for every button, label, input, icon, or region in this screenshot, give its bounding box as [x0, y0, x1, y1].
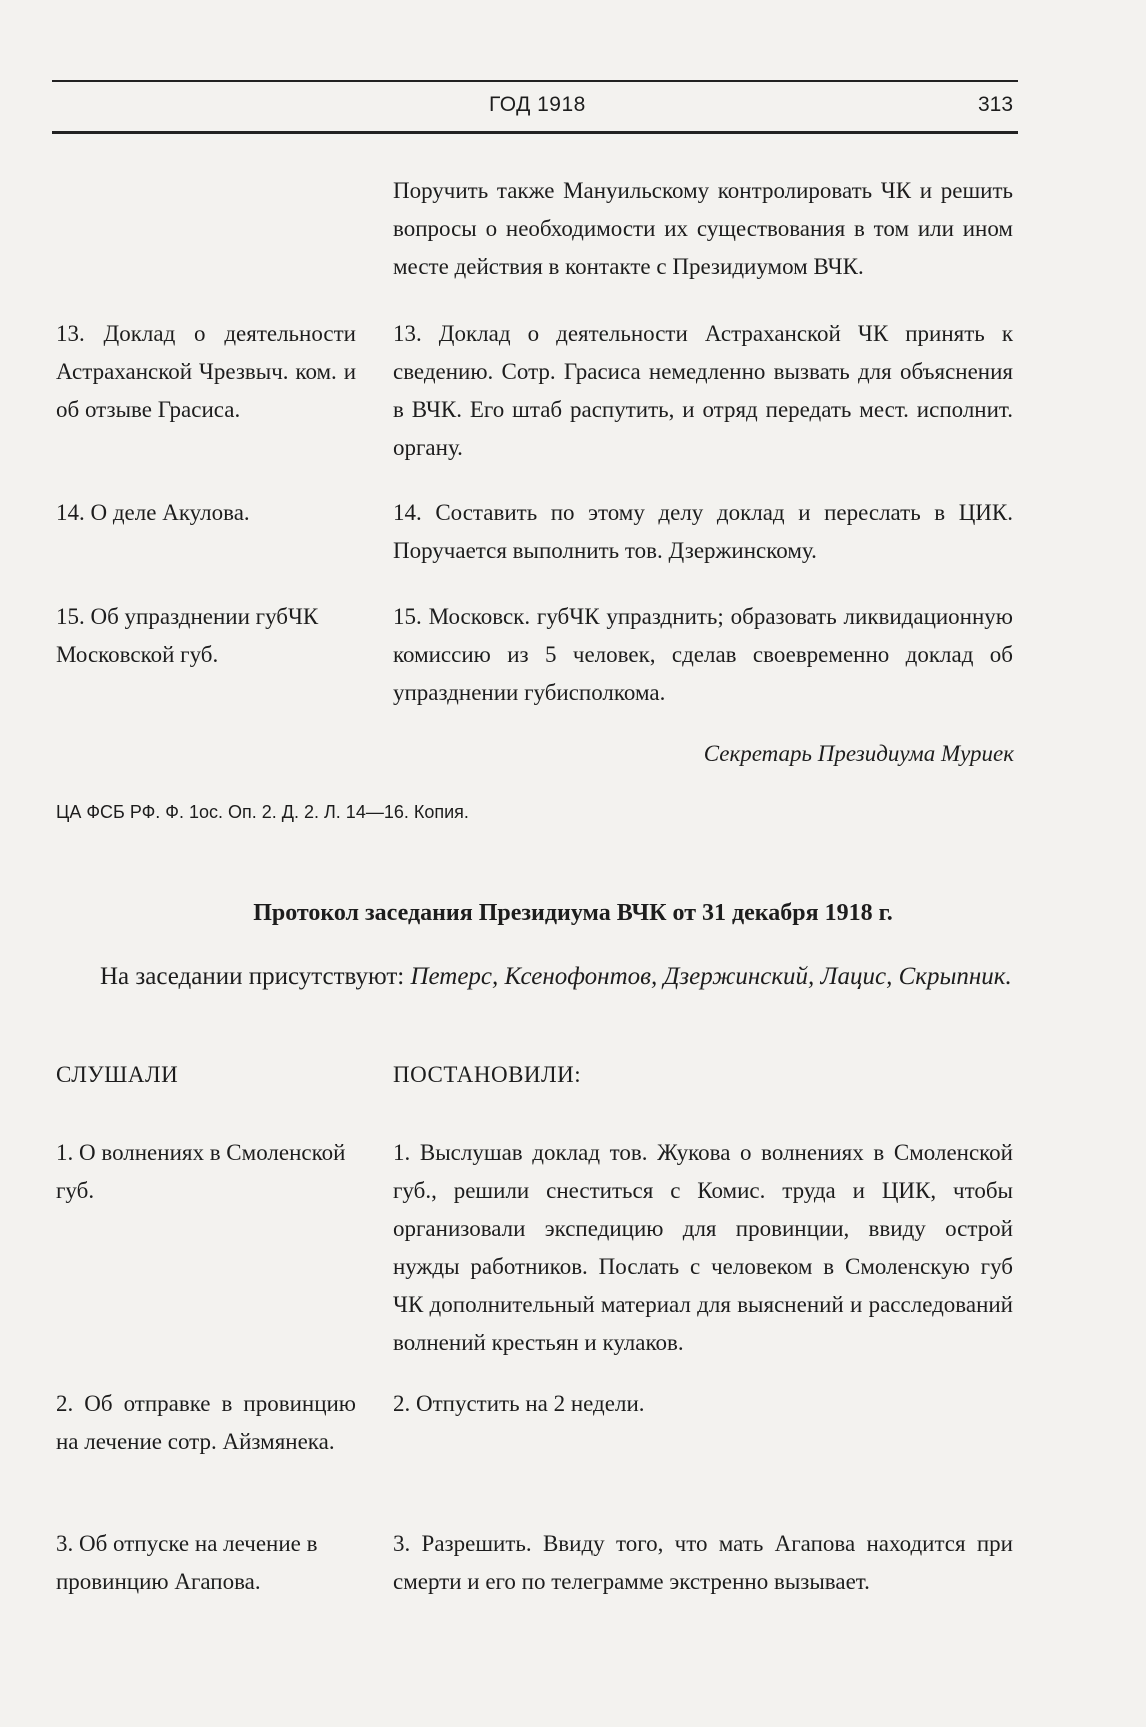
- heard-item-3: 3. Об отпуске на лечение в провинцию Агапова.: [56, 1531, 318, 1594]
- attendance-paragraph: [56, 956, 1016, 998]
- heard-item-1: 1. О волнениях в Смоленской губ.: [56, 1140, 346, 1203]
- archive-reference: ЦА ФСБ РФ. Ф. 1ос. Оп. 2. Д. 2. Л. 14—16. Копия.: [56, 802, 469, 822]
- header-bottom-rule: [52, 131, 1018, 134]
- secretary-signature: Секретарь Президиума Муриек: [703, 741, 1014, 766]
- continuation-decision: Поручить также Мануильскому контролировать ЧК и решить вопросы о необходимости их существования в том или ином месте действия в контакте с Президиумом ВЧК.: [393, 178, 1013, 279]
- decided-item-14: 14. Составить по этому делу доклад и переслать в ЦИК. Поручается выполнить тов. Дзержинскому.: [393, 500, 1013, 563]
- protocol-title: Протокол заседания Президиума ВЧК от 31 декабря 1918 г.: [253, 900, 893, 926]
- decided-item-2: 2. Отпустить на 2 недели.: [393, 1391, 645, 1416]
- decided-item-13: 13. Доклад о деятельности Астраханской ЧК принять к сведению. Сотр. Грасиса немедленно вызвать для объяснения в ВЧК. Его штаб распутить, и отряд передать мест. исполнит. органу.: [393, 321, 1013, 460]
- heard-item-15: 15. Об упразднении губЧК Московской губ.: [56, 604, 319, 667]
- page-number: 313: [978, 93, 1014, 116]
- attendee-list: Петерс, Ксенофонтов, Дзержинский, Лацис, Скрыпник.: [410, 963, 1012, 990]
- running-head: ГОД 1918: [489, 93, 586, 116]
- heard-item-2: 2. Об отправке в провинцию на лечение сотр. Айзмянека.: [56, 1391, 356, 1454]
- heard-column-heading: СЛУШАЛИ: [56, 1062, 179, 1087]
- heard-item-13: 13. Доклад о деятельности Астраханской Чрезвыч. ком. и об отзыве Грасиса.: [56, 321, 356, 422]
- decided-item-3: 3. Разрешить. Ввиду того, что мать Агапова находится при смерти и его по телеграмме экстренно вызывает.: [393, 1531, 1013, 1594]
- decided-item-15: 15. Московск. губЧК упразднить; образовать ликвидационную комиссию из 5 человек, сделав своевременно доклад об упразднении губисполкома.: [393, 604, 1013, 705]
- attendance-label: На заседании присутствуют:: [100, 963, 405, 990]
- decided-column-heading: ПОСТАНОВИЛИ:: [393, 1062, 582, 1087]
- header-top-rule: [52, 80, 1018, 82]
- heard-item-14: 14. О деле Акулова.: [56, 500, 250, 525]
- decided-item-1: 1. Выслушав доклад тов. Жукова о волнениях в Смоленской губ., решили снеститься с Комис. труда и ЦИК, чтобы организовали экспедицию для провинции, ввиду острой нужды работников. Послать с человеком в Смоленскую губ ЧК дополнительный материал для выяснений и расследований волнений крестьян и кулаков.: [393, 1140, 1013, 1355]
